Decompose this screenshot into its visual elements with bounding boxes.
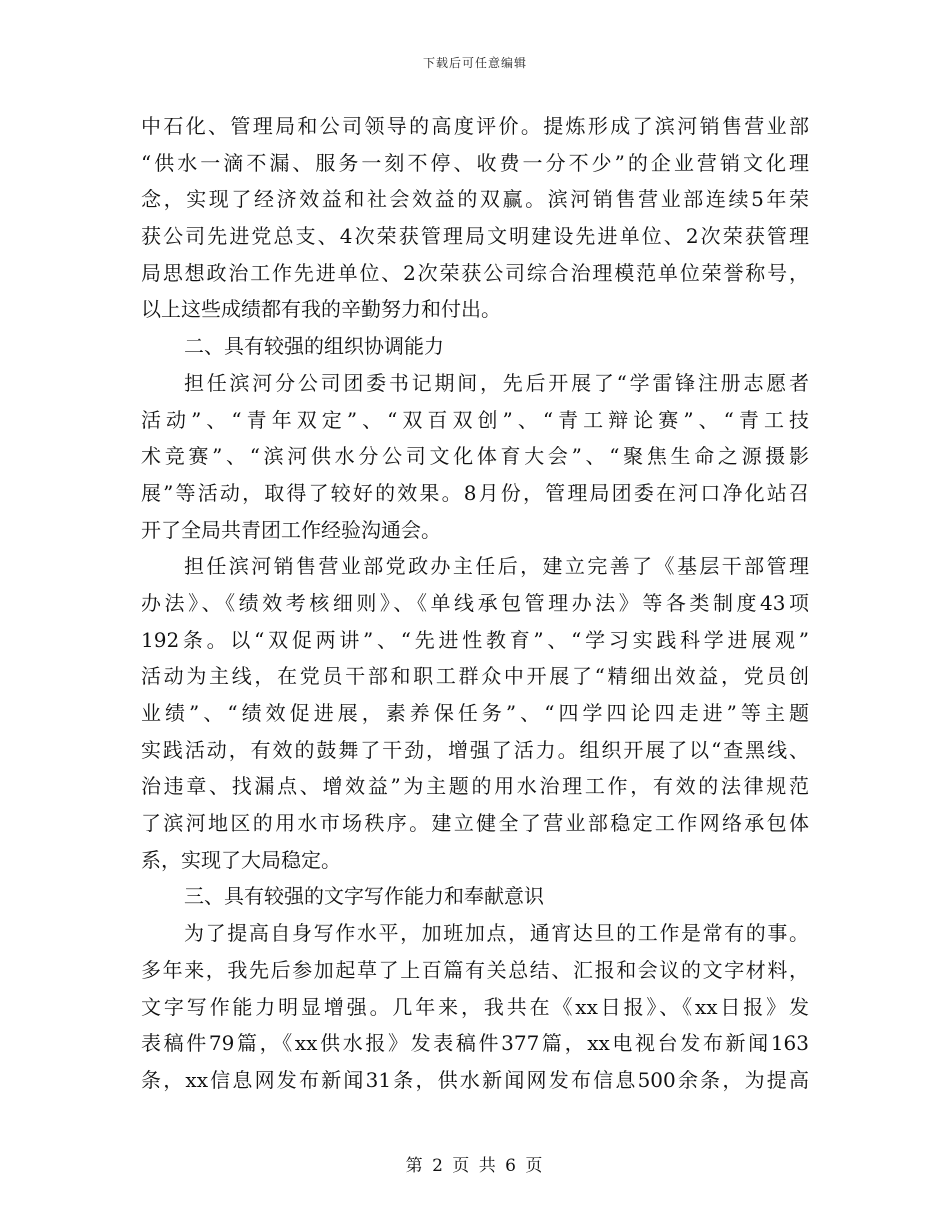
body-line: 192条。以“双促两讲”、“先进性教育”、“学习实践科学进展观”: [141, 627, 809, 652]
body-line: 获公司先进党总支、4次荣获管理局文明建设先进单位、2次荣获管理: [141, 224, 809, 249]
body-line: 业绩”、“绩效促进展，素养保任务”、“四学四论四走进”等主题: [141, 701, 809, 725]
body-line: 活动为主线，在党员干部和职工群众中开展了“精细出效益，党员创: [141, 664, 809, 689]
page-number-label: 第 2 页 共 6 页: [405, 1156, 545, 1176]
body-line: 局思想政治工作先进单位、2次荣获公司综合治理模范单位荣誉称号，: [141, 260, 809, 285]
body-line: 担任滨河分公司团委书记期间，先后开展了“学雷锋注册志愿者: [184, 370, 809, 395]
body-line: “供水一滴不漏、服务一刻不停、收费一分不少”的企业营销文化理: [141, 150, 809, 175]
body-line: 展”等活动，取得了较好的效果。8月份，管理局团委在河口净化站召: [141, 480, 809, 505]
body-line: 以上这些成绩都有我的辛勤努力和付出。: [141, 297, 501, 322]
section-heading: 二、具有较强的组织协调能力: [184, 334, 444, 359]
body-line: 活动”、“青年双定”、“双百双创”、“青工辩论赛”、“青工技: [141, 407, 809, 432]
page-number-footer: [0, 1151, 950, 1176]
body-line: 术竞赛”、“滨河供水分公司文化体育大会”、“聚焦生命之源摄影: [141, 444, 809, 469]
body-line: 担任滨河销售营业部党政办主任后，建立完善了《基层干部管理: [184, 554, 809, 579]
body-line: 为了提高自身写作水平，加班加点，通宵达旦的工作是常有的事。: [184, 921, 809, 946]
body-line: 条，xx信息网发布新闻31条，供水新闻网发布信息500余条，为提高: [141, 1067, 809, 1092]
body-line: 表稿件79篇，《xx供水报》发表稿件377篇，xx电视台发布新闻163: [141, 1031, 809, 1056]
document-body: [141, 108, 809, 1099]
body-line: 开了全局共青团工作经验沟通会。: [141, 517, 441, 542]
body-line: 系，实现了大局稳定。: [141, 847, 341, 872]
body-line: 文字写作能力明显增强。几年来，我共在《xx日报》、《xx日报》发: [141, 994, 809, 1019]
body-line: 中石化、管理局和公司领导的高度评价。提炼形成了滨河销售营业部: [141, 114, 809, 138]
body-line: 办法》、《绩效考核细则》、《单线承包管理办法》等各类制度43项: [141, 590, 809, 615]
page-header-note: 下载后可任意编辑: [422, 56, 527, 70]
body-line: 多年来，我先后参加起草了上百篇有关总结、汇报和会议的文字材料，: [141, 957, 809, 982]
body-line: 念，实现了经济效益和社会效益的双赢。滨河销售营业部连续5年荣: [141, 187, 809, 212]
body-line: 治违章、找漏点、增效益”为主题的用水治理工作，有效的法律规范: [141, 774, 809, 799]
body-line: 实践活动，有效的鼓舞了干劲，增强了活力。组织开展了以“查黑线、: [141, 737, 809, 762]
body-line: 了滨河地区的用水市场秩序。建立健全了营业部稳定工作网络承包体: [141, 811, 809, 836]
section-heading: 三、具有较强的文字写作能力和奉献意识: [184, 884, 544, 909]
